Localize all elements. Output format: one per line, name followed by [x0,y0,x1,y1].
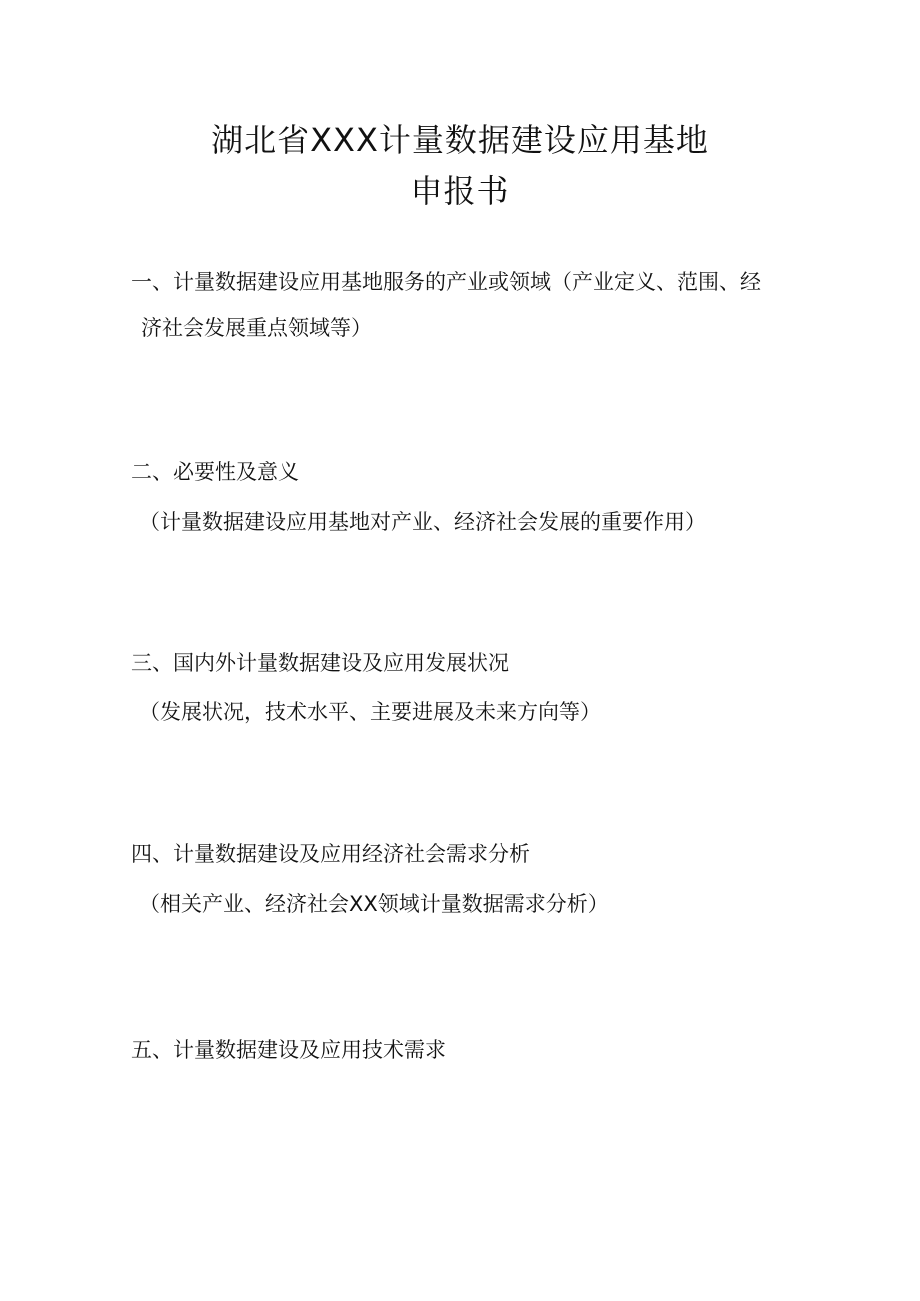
section-3-heading: 三、国内外计量数据建设及应用发展状况 [131,651,509,675]
section-5-heading: 五、计量数据建设及应用技术需求 [131,1038,446,1062]
section-4-heading: 四、计量数据建设及应用经济社会需求分析 [131,842,530,866]
document-title: 湖北省XXX计量数据建设应用基地 [211,121,709,159]
section-3-description: （发展状况，技术水平、主要进展及未来方向等） [139,700,601,724]
section-2-description: （计量数据建设应用基地对产业、经济社会发展的重要作用） [139,510,706,534]
section-2-heading: 二、必要性及意义 [131,460,299,484]
section-1-heading: 一、计量数据建设应用基地服务的产业或领域（产业定义、范围、经 [131,270,761,294]
document-subtitle: 申报书 [410,172,510,210]
section-1-heading-continuation: 济社会发展重点领域等） [141,316,372,340]
section-4-description: （相关产业、经济社会XX领域计量数据需求分析） [139,892,609,916]
